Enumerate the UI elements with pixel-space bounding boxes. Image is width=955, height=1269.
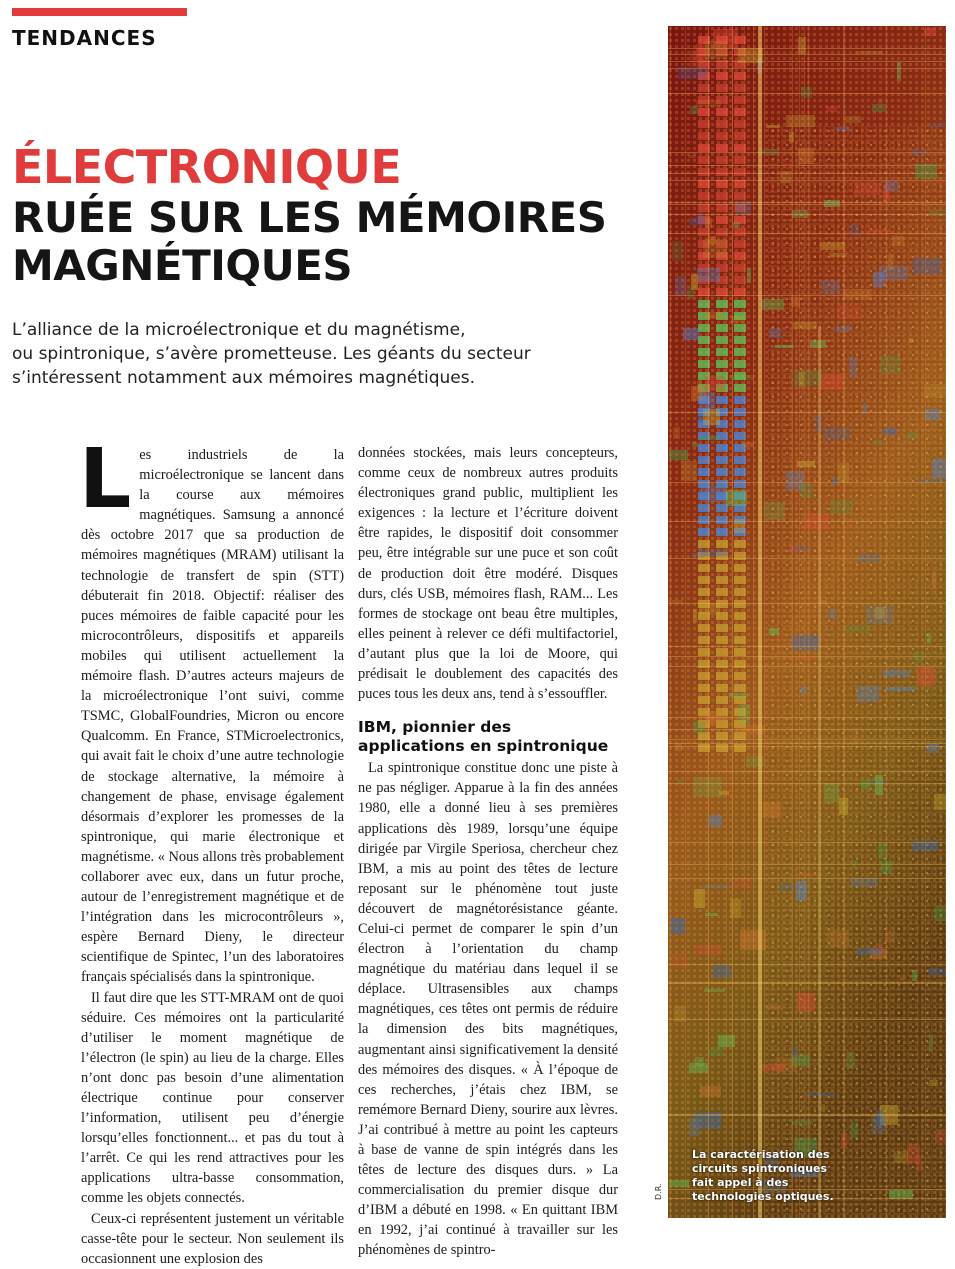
chip-texture-block <box>883 670 910 677</box>
chip-texture-block <box>808 26 809 1218</box>
chip-texture-block <box>900 977 906 980</box>
chip-texture-block <box>668 214 946 215</box>
chip-texture-block <box>889 1190 913 1199</box>
chip-texture-block <box>832 479 838 484</box>
chip-texture-block <box>792 635 819 650</box>
chip-texture-block <box>668 165 946 166</box>
chip-texture-block <box>763 802 781 818</box>
chip-photo <box>668 26 946 1218</box>
chip-texture-block <box>668 656 946 657</box>
chip-texture-block <box>713 965 731 978</box>
chip-texture-block <box>775 345 794 348</box>
chip-texture-block <box>878 98 882 105</box>
chip-texture-block <box>668 729 946 730</box>
chip-texture-block <box>730 899 741 918</box>
chip-texture-block <box>924 384 946 398</box>
chip-texture-block <box>931 235 938 238</box>
chip-texture-block <box>696 44 704 60</box>
chip-texture-block <box>874 440 885 445</box>
chip-texture-block <box>764 502 785 520</box>
chip-texture-block <box>668 783 946 784</box>
chip-texture-block <box>668 204 946 205</box>
article-lede <box>12 318 612 390</box>
body-paragraph-3: Ceux-ci représentent justement un véritable casse-tête pour le secteur. Non seulement ils occasionnent une explosion des <box>81 1210 344 1267</box>
chip-texture-block <box>844 26 845 1218</box>
chip-texture-block <box>879 266 908 280</box>
chip-texture-block <box>845 116 861 123</box>
chip-texture-block <box>875 775 883 795</box>
body-column-1 <box>79 432 344 1269</box>
chip-texture-block <box>826 106 837 112</box>
chip-texture-block <box>732 26 733 1218</box>
chip-texture-block <box>872 104 886 112</box>
chip-texture-block <box>925 409 940 420</box>
chip-texture-block <box>758 26 762 1218</box>
chip-texture-block <box>668 743 946 744</box>
chip-texture-block <box>668 48 946 49</box>
chip-texture-block <box>820 242 845 250</box>
chip-texture-block <box>668 61 946 62</box>
chip-texture-block <box>935 1130 946 1143</box>
chip-texture-block <box>780 171 791 183</box>
chip-texture-block <box>846 1052 855 1069</box>
paragraph-1-text: es industriels de la microélectronique se lancent dans la course aux mémoires magnétiques. Samsung a annoncé dès octobre 2017 que sa production de mémoires magnétiques (MRAM) utilisant la technologie de transfert de spin (STT) débuterait fin 2018. Objectif: réaliser des puces mémoires de faible capacité pour les microcontrôleurs, dispositifs et appareils mobiles qui utilisent actuellement la mémoire flash. D’autres acteurs majeurs de la microélectronique l’ont suivi, comme TSMC, GlobalFoundries, Micron ou encore Qualcomm. En France, STMicroelectronics, qui avait fait le choix d’une autre technologie de stockage alternative, la mémoire à changement de phase, envisage également désormais d’explorer les promesses de la spintronique, qui marie électronique et magnétisme. « Nous allons très probablement collaborer avec eux, dans un futur proche, autour de l’enregistrement magnétique et de l’intégration dans les microcontrôleurs », espère Bernard Dieny, le directeur scientifique de Spintec, l’un des laboratoires français spécialisés dans la spintronique. <box>81 447 344 986</box>
chip-texture-block <box>668 964 946 965</box>
chip-texture-block <box>700 392 715 411</box>
chip-texture-block <box>695 1057 704 1066</box>
chip-texture-block <box>830 500 853 514</box>
chip-texture-block <box>824 427 850 440</box>
chip-texture-block <box>897 62 901 81</box>
chip-texture-block <box>930 123 946 127</box>
chip-texture-block <box>709 1047 724 1056</box>
chip-texture-block <box>700 1086 721 1097</box>
chip-texture-block <box>853 728 858 745</box>
chip-texture-block <box>795 657 816 661</box>
chip-texture-block <box>764 26 765 1218</box>
chip-texture-block <box>821 1104 825 1112</box>
chip-texture-block <box>688 155 696 158</box>
chip-texture-block <box>699 603 720 615</box>
chip-texture-block <box>677 779 683 785</box>
chip-texture-block <box>800 687 807 694</box>
chip-texture-block <box>742 442 754 447</box>
chip-texture-block <box>819 374 844 390</box>
chip-texture-block <box>934 794 946 810</box>
chip-texture-block <box>762 1064 785 1071</box>
chip-texture-block <box>668 173 946 174</box>
chip-texture-block <box>837 305 861 319</box>
chip-texture-block <box>824 783 839 802</box>
chip-texture-block <box>753 26 754 1218</box>
chip-texture-block <box>732 878 752 888</box>
chip-texture-block <box>766 125 780 128</box>
chip-texture-block <box>928 968 946 975</box>
chip-texture-block <box>850 224 859 236</box>
photo-caption: La caractérisation des circuits spintroniques fait appel à des technologies optiques. <box>692 1148 834 1203</box>
headline-line-2: MAGNÉTIQUES <box>12 241 353 290</box>
chip-texture-block <box>668 746 946 747</box>
chip-texture-block <box>668 558 946 559</box>
chip-texture-block <box>792 26 793 1218</box>
chip-texture-block <box>843 26 844 1218</box>
chip-texture-block <box>668 295 946 296</box>
chip-texture-block <box>866 606 894 624</box>
chip-texture-block <box>744 26 745 1218</box>
article-kicker: ÉLECTRONIQUE <box>12 140 402 194</box>
chip-texture-block <box>909 338 913 343</box>
chip-texture-block <box>668 983 946 984</box>
chip-texture-block <box>794 546 807 551</box>
chip-texture-block <box>932 459 946 478</box>
chip-texture-block <box>668 54 946 55</box>
body-column-2 <box>358 443 618 1261</box>
chip-texture-block <box>735 201 751 215</box>
chip-texture-block <box>670 26 671 1218</box>
chip-texture-block <box>697 380 702 393</box>
chip-texture-block <box>932 571 936 589</box>
chip-texture-block <box>821 280 840 294</box>
chip-texture-block <box>690 218 706 225</box>
chip-texture-block <box>796 881 807 901</box>
chip-texture-block <box>798 148 814 164</box>
chip-texture-block <box>690 106 698 114</box>
chip-texture-block <box>668 982 946 983</box>
chip-texture-block <box>668 152 946 153</box>
chip-texture-block <box>877 1110 883 1127</box>
chip-texture-block <box>827 930 849 947</box>
chip-texture-block <box>892 236 904 246</box>
chip-texture-block <box>854 183 880 195</box>
chip-texture-block <box>702 885 728 888</box>
body-paragraph-5: La spintronique constitue donc une piste à ne pas négliger. Apparue à la fin des années 1980, elle a donné lieu à ses premières applications dès 1989, lorsqu’une équipe dirigée par Virgile Speriosa, chercheur chez IBM, a mis au point des têtes de lecture reposant sur le phénomène tout juste découvert de magnétorésistance géante. Celui-ci permet de comparer le spin d’un électron à l’orientation du champ magnétique du matériau dans lequel il se déplace. Ultrasensibles aux champs magnétiques, ces têtes ont permis de réduire la dimension des bits magnétiques, augmentant ainsi significativement la densité des mémoires des disques. « À l’époque de ces recherches, j’étais chez IBM, se remémore Bernard Dieny, sourire aux lèvres. J’ai contribué à mettre au point les capteurs à base de vanne de spin intégrés dans les têtes de lecture des disques durs. » La commercialisation du premier disque dur d’IBM a débuté en 1998. « En quittant IBM en 1992, j’ai continué à travailler sur les phénomènes de spintro- <box>358 760 618 1259</box>
chip-texture-block <box>681 461 697 481</box>
chip-texture-block <box>843 289 872 300</box>
chip-texture-block <box>668 864 946 865</box>
chip-texture-block <box>886 687 915 691</box>
chip-texture-block <box>672 241 683 261</box>
chip-texture-block <box>907 432 917 439</box>
chip-texture-block <box>849 357 857 377</box>
chip-texture-block <box>668 842 946 843</box>
headline-line-1: RUÉE SUR LES MÉMOIRES <box>12 193 607 242</box>
chip-texture-block <box>668 771 946 772</box>
chip-texture-block <box>789 132 794 142</box>
chip-texture-block <box>668 878 946 879</box>
chip-texture-block <box>668 739 946 740</box>
chip-texture-block <box>693 609 697 622</box>
chip-texture-block <box>668 93 946 94</box>
chip-texture-block <box>929 1034 933 1052</box>
chip-texture-block <box>801 87 812 98</box>
chip-texture-block <box>925 26 926 1218</box>
chip-texture-block <box>705 913 718 916</box>
photo-credit: D.R. <box>654 1183 663 1200</box>
chip-texture-block <box>824 200 840 207</box>
chip-texture-block <box>704 41 727 59</box>
chip-texture-block <box>668 666 946 667</box>
chip-texture-block <box>913 652 923 663</box>
chip-texture-block <box>668 412 946 413</box>
chip-texture-block <box>726 26 727 1218</box>
chip-texture-block <box>747 268 751 283</box>
body-paragraph-2: Il faut dire que les STT-MRAM ont de quoi séduire. Ces mémoires ont la particularité d’utiliser le moment magnétique de l’électron (le spin) au lieu de la charge. Elles n’ont donc pas besoin d’une alimentation électrique continue pour conserver l’information, utilisent peu d’énergie lorsqu’elles fonctionnent... et pas du tout à l’arrêt. Ce qui les rend attractives pour les applications ultra-basse consommation, comme les objets connectés. <box>81 989 344 1207</box>
chip-texture-block <box>719 791 729 795</box>
chip-texture-block <box>672 953 687 968</box>
chip-texture-block <box>673 427 680 439</box>
chip-texture-block <box>668 603 946 604</box>
chip-texture-block <box>929 210 946 216</box>
chip-texture-block <box>845 625 871 633</box>
chip-texture-block <box>929 1080 938 1086</box>
chip-texture-block <box>704 989 725 992</box>
chip-texture-block <box>693 777 722 797</box>
chip-texture-block <box>850 1122 858 1138</box>
chip-texture-block <box>668 482 946 483</box>
section-accent-bar <box>12 8 187 16</box>
chip-texture-block <box>675 276 686 296</box>
chip-texture-block <box>769 328 781 338</box>
chip-texture-block <box>668 202 946 203</box>
chip-texture-block <box>668 233 946 234</box>
chip-texture-block <box>668 1019 946 1020</box>
chip-texture-block <box>668 68 946 69</box>
chip-texture-block <box>861 780 871 789</box>
chip-texture-block <box>934 906 946 921</box>
chip-texture-block <box>856 51 883 54</box>
chip-texture-block <box>668 646 946 647</box>
chip-texture-block <box>769 628 779 635</box>
chip-texture-block <box>668 1114 946 1115</box>
chip-texture-block <box>668 717 946 718</box>
chip-texture-block <box>792 1121 813 1125</box>
body-paragraph-4: données stockées, mais leurs concepteurs, comme ceux de nombreux autres produits électroniques grand public, multiplient les exigences : la lecture et l’écriture doivent être rapides, le dispositif doit consommer peu, être intégrable sur une puce et son coût de production doit être modéré. Disques durs, clés USB, mémoires flash, RAM... Les formes de stockage ont beau être multiples, elles peinent à relever ce défi multifactoriel, d’autant plus que la loi de Moore, qui prédisait le doublement des capacités des puces tous les deux ans, tend à s’essouffler. <box>358 445 618 703</box>
chip-texture-block <box>829 609 836 619</box>
body-paragraph-1 <box>79 432 344 988</box>
chip-texture-block <box>698 547 702 550</box>
chip-texture-block <box>878 843 887 859</box>
chip-texture-block <box>799 26 800 1218</box>
chip-texture-block <box>883 428 897 435</box>
chip-texture-block <box>818 326 821 1218</box>
lede-line-3: s’intéressent notamment aux mémoires magnétiques. <box>12 368 476 388</box>
chip-texture-block <box>692 553 705 557</box>
article-headline <box>12 194 606 290</box>
chip-texture-block <box>670 918 685 934</box>
chip-texture-block <box>733 222 740 228</box>
chip-texture-block <box>780 884 794 891</box>
chip-texture-block <box>729 693 748 698</box>
chip-texture-block <box>894 1151 908 1163</box>
chip-texture-block <box>709 815 722 827</box>
chip-texture-block <box>726 490 747 506</box>
chip-texture-block <box>730 375 754 380</box>
chip-texture-block <box>699 715 728 726</box>
article-subhead: IBM, pionnier des applications en spintronique <box>358 718 609 756</box>
chip-texture-block <box>703 409 720 425</box>
chip-texture-block <box>687 287 694 299</box>
chip-texture-block <box>880 355 901 374</box>
lede-line-2: ou spintronique, s’avère prometteuse. Les géants du secteur <box>12 344 531 364</box>
chip-texture-block <box>886 26 887 1218</box>
chip-texture-block <box>708 236 716 244</box>
chip-texture-block <box>675 744 682 751</box>
chip-texture-block <box>668 1115 946 1116</box>
chip-texture-block <box>918 479 946 482</box>
chip-texture-block <box>694 889 705 908</box>
chip-texture-block <box>856 948 882 955</box>
chip-texture-block <box>800 484 813 498</box>
chip-texture-block <box>766 1005 783 1010</box>
chip-texture-block <box>852 860 856 867</box>
chip-texture-block <box>916 1155 922 1171</box>
section-label: TENDANCES <box>12 26 157 50</box>
drop-cap: L <box>79 432 132 527</box>
chip-texture-block <box>804 26 805 1218</box>
chip-texture-block <box>927 633 931 643</box>
chip-texture-block <box>692 442 698 447</box>
chip-texture-block <box>668 180 946 181</box>
chip-texture-block <box>668 521 946 522</box>
chip-texture-block <box>912 970 917 981</box>
lede-line-1: L’alliance de la microélectronique et du magnétisme, <box>12 320 466 340</box>
chip-texture-block <box>851 878 878 887</box>
chip-texture-block <box>708 26 709 1218</box>
chip-texture-block <box>685 26 686 1218</box>
chip-texture-block <box>857 686 879 702</box>
chip-texture-block <box>913 258 941 274</box>
chip-texture-block <box>927 744 939 753</box>
chip-texture-block <box>786 115 815 127</box>
chip-micrograph-image <box>668 26 946 1218</box>
chip-texture-block <box>701 486 726 502</box>
